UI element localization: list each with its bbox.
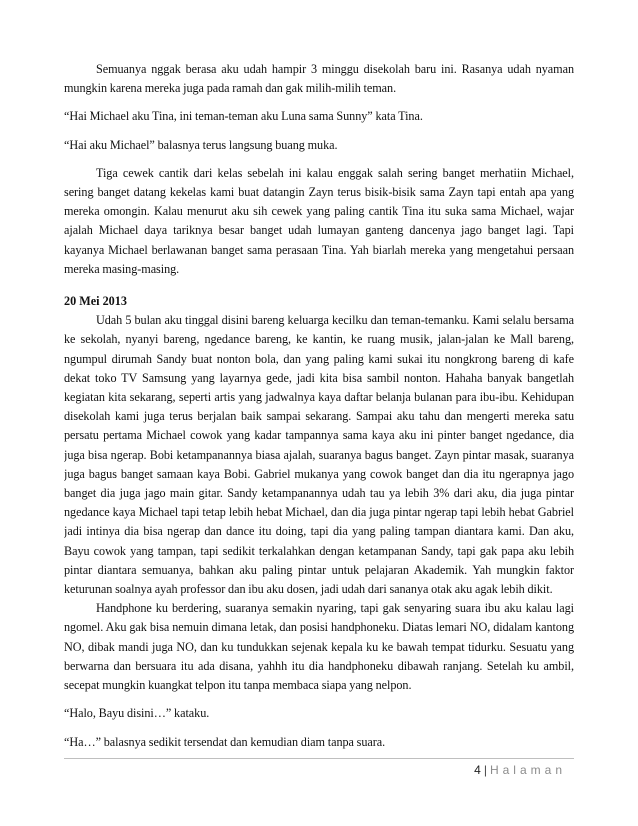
dialogue-reply: “Ha…” balasnya sedikit tersendat dan kemudian diam tanpa suara. <box>64 734 386 749</box>
footer-divider <box>64 758 574 759</box>
dialogue-michael: “Hai aku Michael” balasnya terus langsung buang muka. <box>64 137 338 152</box>
document-page <box>64 60 574 765</box>
dialogue-tina: “Hai Michael aku Tina, ini teman-teman aku Luna sama Sunny” kata Tina. <box>64 109 423 124</box>
paragraph-intro: Semuanya nggak berasa aku udah hampir 3 minggu disekolah baru ini. Rasanya udah nyaman mungkin karena mereka juga pada ramah dan gak milih-milih teman. <box>64 62 574 96</box>
dialogue-bayu: “Halo, Bayu disini…” kataku. <box>64 706 210 721</box>
page-label: Halaman <box>489 763 566 777</box>
page-footer <box>474 762 566 778</box>
paragraph-five-months: Udah 5 bulan aku tinggal disini bareng keluarga kecilku dan teman-temanku. Kami selalu bersama ke sekolah, nyanyi bareng, ngedance bareng, ke kantin, ke ruang musik, jalan-jalan ke Mall bareng, ngumpul dirumah Sandy buat nonton bola, dan yang paling kami sukai itu nongkrong bareng di kafe dekat toko TV Samsung yang layarnya gede, jadi kita bisa sambil nonton. Hahaha banyak bangetlah kegiatan kita sekarang, seperti artis yang jadwalnya kaya daftar belanja bulanan para ibu-ibu. Kehidupan disekolah kami juga terus berjalan baik sampai sekarang. Sampai aku tahu dan mengerti mereka satu persatu pertama Michael cowok yang kadar tampannya sama kaya aku ini pinter banget ngedance, dia juga bisa ngerap. Bobi ketampanannya biasa ajalah, suaranya bagus banget. Zayn pintar masak, suaranya juga bagus banget samaan kaya Bobi. Gabriel mukanya yang cowok banget dan dia itu ngerapnya jago banget dia juga jago main gitar. Sandy ketampanannya udah tau ya lebih 3% dari aku, dia juga pintar ngedance kaya Michael tapi tetap lebih hebat Michael, dan dia juga pintar ngerap tapi lebih hebat Gabriel jadi intinya dia bisa ngerap dan dance itu doing, tapi dia yang paling tampan diantara kami. Dan aku, Bayu cowok yang tampan, tapi sedikit terkalahkan dengan ketampanan Sandy, tapi gak papa aku lebih pintar diantara semuanya, bahkan aku paling pintar untuk pelajaran Akademik. Yah mungkin faktor keturunan soalnya ayah professor dan ibu aku dosen, jadi udah dari sananya otak aku agak lebih dikit. <box>64 313 574 597</box>
date-heading: 20 Mei 2013 <box>64 294 127 309</box>
page-number: 4 <box>474 763 481 777</box>
paragraph-handphone: Handphone ku berdering, suaranya semakin nyaring, tapi gak senyaring suara ibu aku kalau lagi ngomel. Aku gak bisa nemuin dimana letak, dan posisi handphoneku. Diatas lemari NO, didalam kantong NO, dibak mandi juga NO, dan ku tundukkan sejenak kepala ku ke bawah tempat tidurku. Sesuatu yang berwarna dan bersuara itu ada disana, yahhh itu dia handphoneku dibawah ranjang. Setelah ku ambil, secepat mungkin kuangkat telpon itu tanpa membaca siapa yang nelpon. <box>64 601 574 693</box>
paragraph-three-girls: Tiga cewek cantik dari kelas sebelah ini kalau enggak salah sering banget merhatiin Michael, sering banget datang kekelas kami buat datangin Zayn terus bisik-bisik sama Zayn tapi entah apa yang mereka omongin. Kalau menurut aku sih cewek yang paling cantik Tina itu suka sama Michael, wajar ajalah Michael daya tariknya besar banget udah lumayan ganteng dancenya jago banget lagi. Tapi kayanya Michael berlawanan banget sama perasaan Tina. Yah biarlah mereka yang mengetahui persaan mereka masing-masing. <box>64 165 574 276</box>
footer-separator: | <box>483 763 487 777</box>
